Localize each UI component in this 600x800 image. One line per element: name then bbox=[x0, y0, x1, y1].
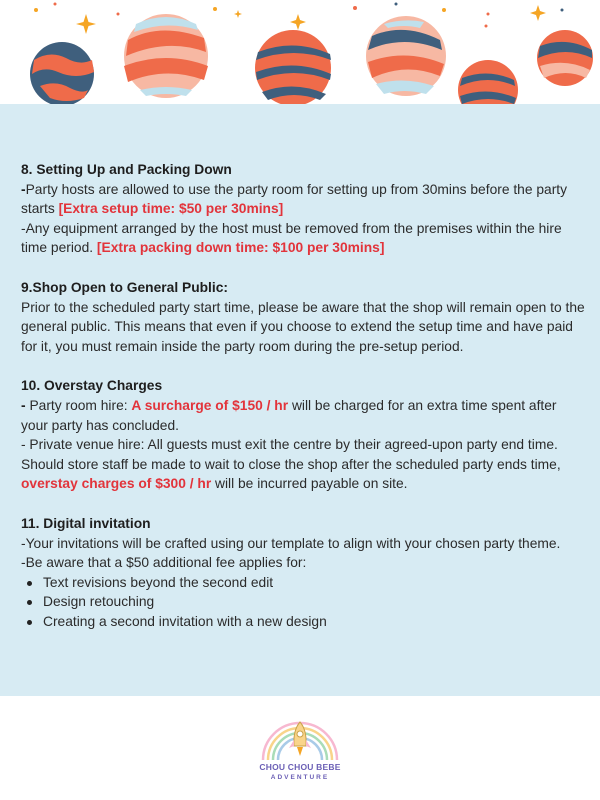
brand-logo bbox=[255, 718, 345, 790]
planet-1 bbox=[30, 42, 94, 104]
bullet-icon bbox=[27, 600, 32, 605]
highlight-fee: [Extra packing down time: $100 per 30mins] bbox=[96, 240, 385, 256]
list-item: Design retouching bbox=[21, 592, 586, 612]
paragraph: - Party room hire: A surcharge of $150 / hr will be charged for an extra time spent after your party has concluded. bbox=[21, 397, 557, 433]
planets-illustration bbox=[0, 0, 600, 104]
terms-content bbox=[21, 160, 586, 651]
planets-header bbox=[0, 0, 600, 104]
planet-3 bbox=[255, 30, 331, 104]
section-title: 11. Digital invitation bbox=[21, 515, 151, 531]
section-setup-packing bbox=[21, 160, 586, 258]
section-title: 10. Overstay Charges bbox=[21, 378, 163, 394]
logo-wordmark: CHOU CHOU BEBE bbox=[259, 762, 341, 772]
rocket-rainbow-icon bbox=[255, 718, 345, 762]
section-shop-open bbox=[21, 278, 586, 356]
paragraph: - Private venue hire: All guests must exit the centre by their agreed-upon party end time. Should store staff be made to wait to close the shop after the scheduled party ends time, overstay charges of $300 / hr will be incurred payable on site. bbox=[21, 437, 561, 492]
list-item: Creating a second invitation with a new design bbox=[21, 612, 586, 632]
planet-6 bbox=[537, 30, 593, 86]
planet-5 bbox=[458, 60, 518, 104]
list-item: Text revisions beyond the second edit bbox=[21, 573, 586, 593]
section-title: 9.Shop Open to General Public: bbox=[21, 279, 228, 295]
section-digital-invitation bbox=[21, 514, 586, 632]
paragraph: -Party hosts are allowed to use the party room for setting up from 30mins before the party starts [Extra setup time: $50 per 30mins] bbox=[21, 181, 568, 217]
fee-list bbox=[21, 573, 586, 632]
paragraph: Prior to the scheduled party start time, please be aware that the shop will remain open to the general public. This means that even if you choose to extend the setup time and have paid for it, you must remain inside the party room during the pre-setup period. bbox=[21, 299, 585, 354]
highlight-fee: A surcharge of $150 / hr bbox=[131, 397, 289, 413]
planet-4 bbox=[366, 16, 446, 96]
planet-2 bbox=[124, 14, 208, 98]
logo-subtitle: ADVENTURE bbox=[270, 774, 330, 781]
paragraph: -Any equipment arranged by the host must be removed from the premises within the hire time period. [Extra packing down time: $100 per 30mins] bbox=[21, 220, 562, 256]
paragraph: -Your invitations will be crafted using our template to align with your chosen party theme. bbox=[21, 535, 561, 551]
bullet-icon bbox=[27, 620, 32, 625]
section-overstay bbox=[21, 376, 586, 494]
paragraph: -Be aware that a $50 additional fee applies for: bbox=[21, 555, 307, 571]
highlight-fee: overstay charges of $300 / hr bbox=[21, 476, 212, 492]
bullet-icon bbox=[27, 581, 32, 586]
section-title: 8. Setting Up and Packing Down bbox=[21, 162, 232, 177]
highlight-fee: [Extra setup time: $50 per 30mins] bbox=[58, 201, 284, 217]
